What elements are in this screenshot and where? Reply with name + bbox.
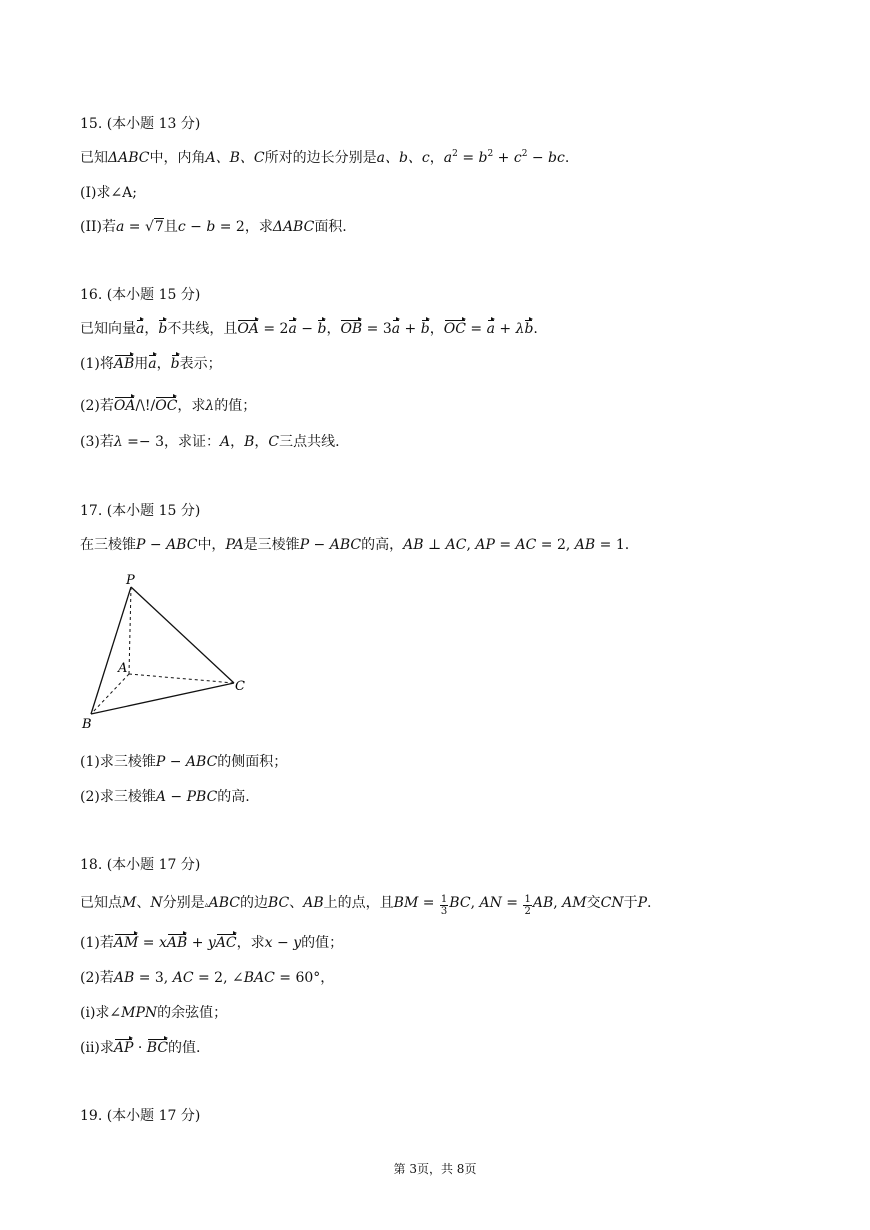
problem-15-stem: 已知ΔABC中，内角A、B、C所对的边长分别是a、b、c，$a^2 = b^2 + c^2$ − bc.: [80, 149, 570, 166]
problem-18-subpart-i: (i)求∠MPN的余弦值；: [80, 1005, 228, 1021]
problem-18-part-1: (1)若AM = xAB + yAC，求x − y的值；: [80, 935, 344, 951]
edge-pc: [131, 587, 234, 683]
problem-18-stem: 已知点M、N分别是▵ABC的边BC、AB上的点，且BM = $\frac{1}{3}$ BC, AN = $\frac{1}{2}$ AB, AM交CN于P.: [80, 894, 652, 917]
problem-16-part-2: (2)若OA/\!/OC，求λ的值；: [80, 398, 257, 414]
problem-17-stem: 在三棱锥P − ABC中，PA是三棱锥P − ABC的高，AB ⊥ AC, AP = AC = 2, AB = 1.: [80, 537, 630, 553]
edge-pa: [129, 587, 131, 674]
edge-pb: [91, 587, 131, 714]
problem-18-header: 18. (本小题 17 分): [80, 857, 201, 873]
label-c: C: [235, 679, 245, 694]
problem-16-part-1: (1)将AB用a，b表示；: [80, 356, 222, 372]
tetrahedron-figure: [80, 572, 270, 732]
problem-17-header: 17. (本小题 15 分): [80, 503, 201, 519]
label-b: B: [82, 717, 92, 732]
problem-18-part-2: (2)若AB = 3, AC = 2, ∠BAC = 60°，: [80, 970, 335, 986]
problem-18-subpart-ii: (ii)求AP · BC的值.: [80, 1040, 201, 1056]
problem-15-part-1: (I)求∠A;: [80, 185, 138, 201]
problem-17-part-2: (2)求三棱锥A − PBC的高.: [80, 789, 250, 805]
edge-ac: [129, 674, 234, 683]
problem-16-header: 16. (本小题 15 分): [80, 287, 201, 303]
problem-16-stem: 已知向量a，b不共线，且OA = 2a − b，OB = 3a + b，OC = a + λb.: [80, 321, 538, 337]
problem-19-header: 19. (本小题 17 分): [80, 1108, 201, 1124]
label-a: A: [118, 661, 128, 676]
problem-15-header: 15. (本小题 13 分): [80, 116, 201, 132]
problem-17-part-1: (1)求三棱锥P − ABC的侧面积；: [80, 754, 288, 770]
label-p: P: [126, 573, 135, 588]
page-footer: 第 3页，共 8页: [393, 1162, 477, 1176]
edge-bc: [91, 683, 234, 714]
problem-16-part-3: (3)若λ =− 3，求证：A，B，C三点共线.: [80, 434, 340, 450]
problem-15-part-2: (II)若a = √7且c − b = 2，求ΔABC面积.: [80, 219, 347, 235]
